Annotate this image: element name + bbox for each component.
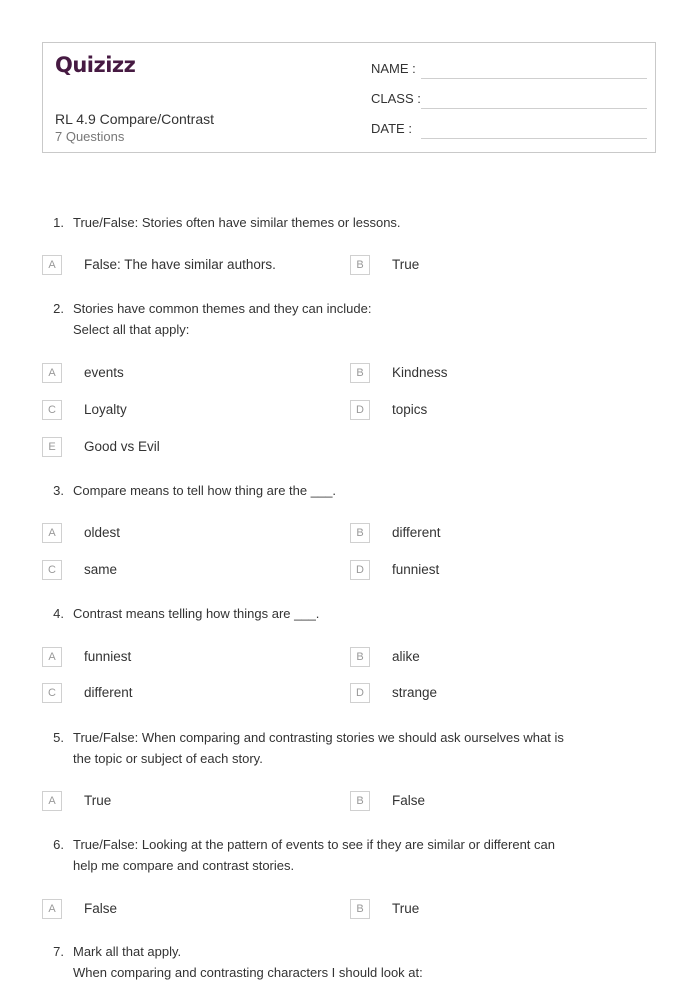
option-letter: A (42, 791, 62, 811)
option-text: True (392, 901, 420, 916)
option-text: False (392, 793, 426, 808)
option-letter: A (42, 363, 62, 383)
option-text: Loyalty (84, 402, 127, 417)
question-text-line-2: the topic or subject of each story. (73, 751, 263, 766)
option-text: different (392, 525, 441, 540)
option-letter: A (42, 899, 62, 919)
option-letter: B (350, 791, 370, 811)
question-text-line-2: When comparing and contrasting characters I should look at: (73, 965, 423, 980)
question-text-line-2: Select all that apply: (73, 322, 190, 337)
question-number: 6. (53, 837, 64, 852)
option-letter: A (42, 255, 62, 275)
option-letter: C (42, 400, 62, 420)
option-letter: A (42, 647, 62, 667)
question-number: 4. (53, 606, 64, 621)
class-line (421, 108, 647, 109)
class-field[interactable] (371, 91, 647, 109)
class-label: CLASS : (371, 91, 421, 106)
worksheet-title: RL 4.9 Compare/Contrast (55, 111, 214, 127)
option-text: False (84, 901, 118, 916)
question-text: Mark all that apply. (73, 944, 182, 959)
option-letter: C (42, 683, 62, 703)
option-letter: A (42, 523, 62, 543)
option-text: events (84, 365, 124, 380)
option-letter: B (350, 363, 370, 383)
option-letter: B (350, 255, 370, 275)
question-text: Contrast means telling how things are ___. (73, 606, 320, 621)
question-number: 2. (53, 301, 64, 316)
option-letter: D (350, 560, 370, 580)
option-letter: D (350, 400, 370, 420)
question-number: 3. (53, 483, 64, 498)
question-count: 7 Questions (55, 129, 125, 144)
question-number: 7. (53, 944, 64, 959)
question-number: 1. (53, 215, 64, 230)
option-text: different (84, 685, 133, 700)
quizizz-logo: Quizizz (55, 53, 136, 77)
date-label: DATE : (371, 121, 412, 136)
option-letter: C (42, 560, 62, 580)
question-text: True/False: Stories often have similar themes or lessons. (73, 215, 401, 230)
option-text: Good vs Evil (84, 439, 160, 454)
option-letter: B (350, 523, 370, 543)
question-text: Compare means to tell how thing are the ___. (73, 483, 337, 498)
question-text: True/False: Looking at the pattern of events to see if they are similar or different can (73, 837, 555, 852)
option-letter: B (350, 647, 370, 667)
date-line (421, 138, 647, 139)
option-letter: B (350, 899, 370, 919)
question-text: Stories have common themes and they can include: (73, 301, 372, 316)
name-label: NAME : (371, 61, 416, 76)
option-letter: D (350, 683, 370, 703)
option-text: funniest (392, 562, 440, 577)
option-text: funniest (84, 649, 132, 664)
question-text-line-2: help me compare and contrast stories. (73, 858, 295, 873)
question-number: 5. (53, 730, 64, 745)
option-text: False: The have similar authors. (84, 257, 276, 272)
option-text: same (84, 562, 118, 577)
name-line (421, 78, 647, 79)
option-text: oldest (84, 525, 121, 540)
option-letter: E (42, 437, 62, 457)
name-field[interactable] (371, 61, 647, 79)
option-text: True (84, 793, 112, 808)
option-text: Kindness (392, 365, 448, 380)
option-text: topics (392, 402, 428, 417)
option-text: strange (392, 685, 438, 700)
option-text: alike (392, 649, 420, 664)
date-field[interactable] (371, 121, 647, 139)
question-text: True/False: When comparing and contrasting stories we should ask ourselves what is (73, 730, 564, 745)
worksheet-header (42, 42, 656, 153)
option-text: True (392, 257, 420, 272)
